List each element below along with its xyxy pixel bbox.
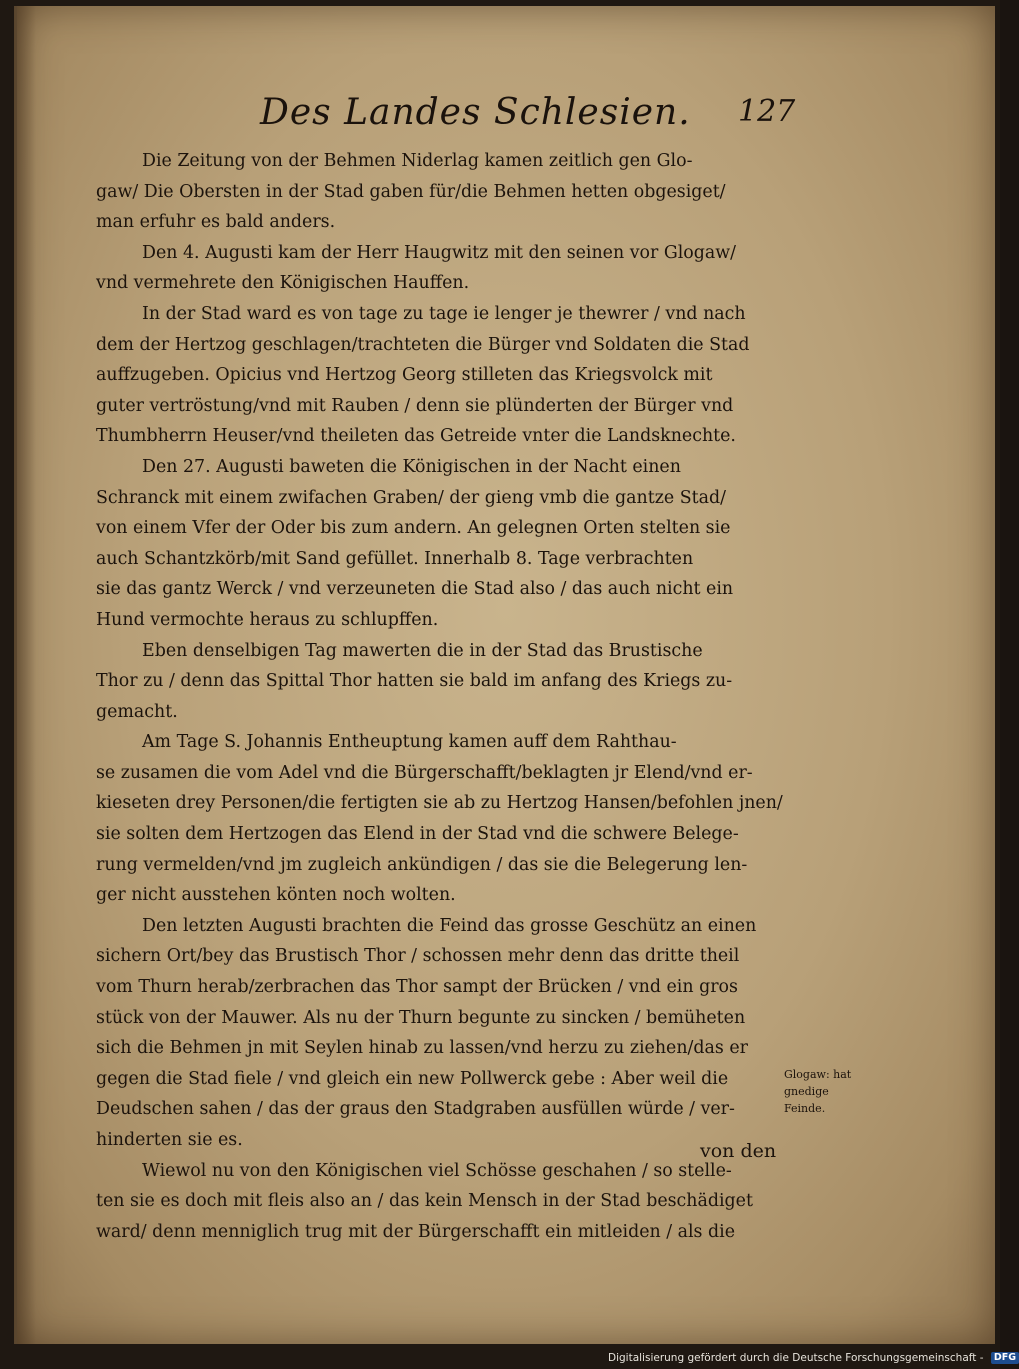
text-line: stück von der Mauwer. Als nu der Thurn begunte zu sincken / bemüheten (96, 1007, 746, 1028)
text-line: sie solten dem Hertzogen das Elend in der Stad vnd die schwere Belege- (96, 824, 739, 845)
text-line: guter vertröstung/vnd mit Rauben / denn sie plünderten der Bürger vnd (96, 395, 734, 416)
text-line: Deudschen sahen / das der graus den Stadgraben ausfüllen würde / ver- (96, 1099, 735, 1120)
text-line: ward/ denn menniglich trug mit der Bürgerschafft ein mitleiden / als die (96, 1221, 735, 1242)
running-title: Des Landes Schlesien. (260, 92, 691, 133)
text-line: vnd vermehrete den Königischen Hauffen. (96, 273, 470, 294)
text-line: auch Schantzkörb/mit Sand gefüllet. Innerhalb 8. Tage verbrachten (96, 548, 694, 569)
text-line: Eben denselbigen Tag mawerten die in der Stad das Brustische (142, 640, 703, 661)
paragraph (96, 911, 788, 1156)
text-line: dem der Hertzog geschlagen/trachteten die Bürger vnd Soldaten die Stad (96, 334, 750, 355)
text-line: hinderten sie es. (96, 1130, 243, 1150)
text-line: gegen die Stad fiele / vnd gleich ein new Pollwerck gebe : Aber weil die (96, 1068, 729, 1089)
text-line: Den 27. Augusti baweten die Königischen in der Nacht einen (142, 456, 681, 477)
paragraph (96, 238, 788, 299)
text-line: sichern Ort/bey das Brustisch Thor / schossen mehr denn das dritte theil (96, 946, 740, 967)
text-line: In der Stad ward es von tage zu tage ie lenger je thewrer / vnd nach (142, 303, 746, 324)
text-line: man erfuhr es bald anders. (96, 212, 336, 233)
paragraph (96, 727, 788, 911)
page-number: 127 (738, 94, 796, 129)
text-line: sich die Behmen jn mit Seylen hinab zu lassen/vnd herzu zu ziehen/das er (96, 1038, 748, 1059)
marginal-note-line: Feinde. (784, 1102, 826, 1115)
text-line: ten sie es doch mit fleis also an / das kein Mensch in der Stad beschädiget (96, 1191, 753, 1212)
text-line: Die Zeitung von der Behmen Niderlag kamen zeitlich gen Glo- (142, 151, 693, 171)
text-line: sie das gantz Werck / vnd verzeuneten die Stad also / das auch nicht ein (96, 579, 734, 600)
text-line: ger nicht ausstehen könten noch wolten. (96, 885, 456, 906)
text-line: Schranck mit einem zwifachen Graben/ der gieng vmb die gantze Stad/ (96, 487, 726, 508)
dfg-logo-icon: DFG (991, 1352, 1019, 1364)
paragraph (96, 299, 788, 452)
text-line: rung vermelden/vnd jm zugleich ankündigen / das sie die Belegerung len- (96, 854, 748, 875)
text-line: Am Tage S. Johannis Entheuptung kamen auff dem Rahthau- (142, 732, 677, 753)
text-line: Den 4. Augusti kam der Herr Haugwitz mit den seinen vor Glogaw/ (142, 242, 736, 263)
text-line: von einem Vfer der Oder bis zum andern. An gelegnen Orten stelten sie (96, 518, 731, 539)
text-line: kieseten drey Personen/die fertigten sie ab zu Hertzog Hansen/befohlen jnen/ (96, 793, 783, 814)
marginal-note-line: Glogaw: hat (784, 1068, 852, 1081)
text-line: Thumbherrn Heuser/vnd theileten das Getreide vnter die Landsknechte. (96, 426, 736, 447)
text-line: se zusamen die vom Adel vnd die Bürgerschafft/beklagten jr Elend/vnd er- (96, 762, 753, 783)
paragraph (96, 452, 788, 636)
paragraph (96, 1156, 788, 1248)
text-line: Hund vermochte heraus zu schlupffen. (96, 609, 439, 630)
text-line: gaw/ Die Obersten in der Stad gaben für/die Behmen hetten obgesiget/ (96, 181, 726, 202)
catchword: von den (700, 1140, 777, 1162)
footer-credit: Digitalisierung gefördert durch die Deutsche Forschungsgemeinschaft - (608, 1352, 984, 1364)
text-line: Wiewol nu von den Königischen viel Schösse geschahen / so stelle- (142, 1160, 732, 1181)
text-line: gemacht. (96, 701, 178, 722)
text-line: Thor zu / denn das Spittal Thor hatten sie bald im anfang des Kriegs zu- (96, 671, 733, 692)
text-line: vom Thurn herab/zerbrachen das Thor sampt der Brücken / vnd ein gros (96, 977, 738, 998)
marginal-note-line: gnedige (784, 1085, 829, 1098)
marginal-note (784, 1066, 880, 1117)
text-line: auffzugeben. Opicius vnd Hertzog Georg stilleten das Kriegsvolck mit (96, 365, 713, 386)
digitization-footer (608, 1352, 1017, 1366)
page-header (250, 92, 810, 142)
body-text (96, 146, 788, 1247)
page-gutter-shadow (14, 6, 36, 1344)
paragraph (96, 146, 788, 238)
text-line: Den letzten Augusti brachten die Feind das grosse Geschütz an einen (142, 915, 757, 936)
paragraph (96, 636, 788, 728)
